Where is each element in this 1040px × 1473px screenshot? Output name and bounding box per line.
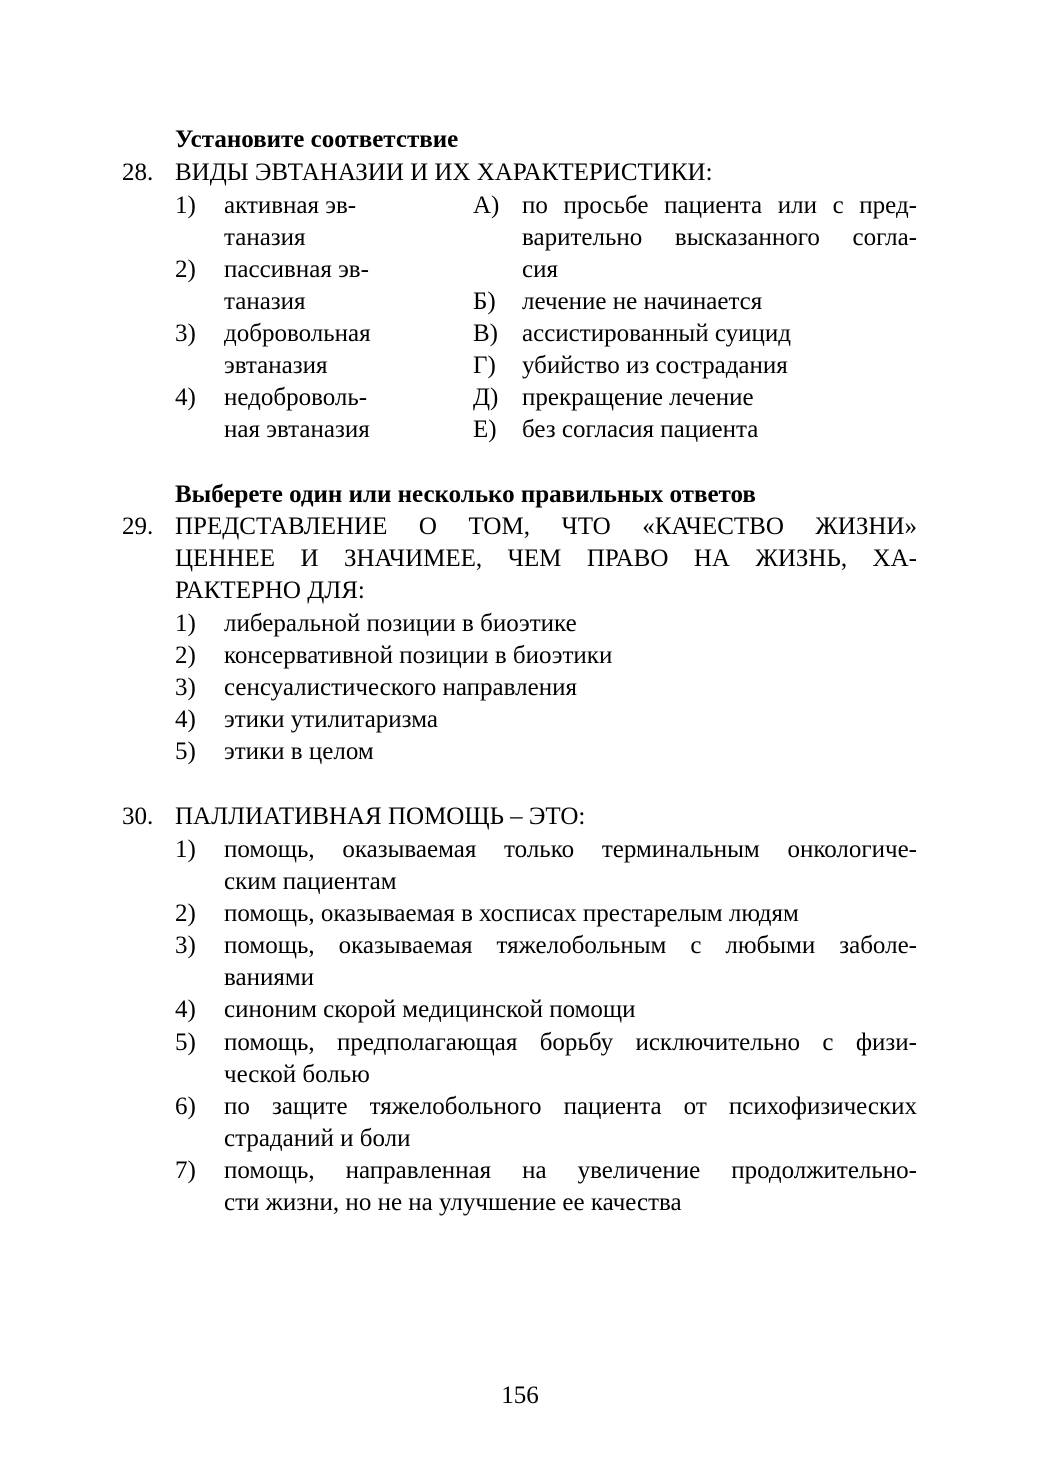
q28-instruction: Установите соответствие bbox=[175, 126, 459, 153]
q29-title-line3: РАКТЕРНО ДЛЯ: bbox=[175, 577, 365, 604]
q28-right-letter-a: А) bbox=[473, 192, 500, 219]
q28-right-letter-b: Б) bbox=[473, 288, 496, 315]
q28-number: 28. bbox=[122, 159, 154, 186]
q28-right-item-a-line2: варительно высказанного согла- bbox=[522, 224, 917, 251]
q30-option-1-line1: помощь, оказываемая только терминальным онкологиче- bbox=[224, 836, 917, 863]
q30-option-5-line1: помощь, предполагающая борьбу исключительно с физи- bbox=[224, 1029, 917, 1056]
q28-right-letter-d: Д) bbox=[473, 384, 499, 411]
q28-right-item-e: без согласия пациента bbox=[522, 416, 759, 443]
q28-left-num-2: 2) bbox=[175, 256, 196, 283]
q29-option-5: этики в целом bbox=[224, 738, 374, 765]
q30-option-num-3: 3) bbox=[175, 932, 196, 959]
q29-option-num-3: 3) bbox=[175, 674, 196, 701]
q30-number: 30. bbox=[122, 803, 154, 830]
q28-right-item-g: убийство из сострадания bbox=[522, 352, 788, 379]
q28-left-num-1: 1) bbox=[175, 192, 196, 219]
q28-left-item-4-line1: недоброволь- bbox=[224, 384, 368, 411]
q28-right-letter-v: В) bbox=[473, 320, 498, 347]
q28-left-item-2-line2: таназия bbox=[224, 288, 306, 315]
q29-option-1: либеральной позиции в биоэтике bbox=[224, 610, 577, 637]
q30-option-4: синоним скорой медицинской помощи bbox=[224, 996, 636, 1023]
q28-left-num-3: 3) bbox=[175, 320, 196, 347]
q30-title: ПАЛЛИАТИВНАЯ ПОМОЩЬ – ЭТО: bbox=[175, 803, 586, 830]
q30-option-7-line1: помощь, направленная на увеличение продолжительно- bbox=[224, 1157, 917, 1184]
q28-left-num-4: 4) bbox=[175, 384, 196, 411]
q29-option-num-5: 5) bbox=[175, 738, 196, 765]
q29-option-2: консервативной позиции в биоэтики bbox=[224, 642, 613, 669]
q29-title-line2: ЦЕННЕЕ И ЗНАЧИМЕЕ, ЧЕМ ПРАВО НА ЖИЗНЬ, ХА- bbox=[175, 545, 917, 572]
q29-option-num-4: 4) bbox=[175, 706, 196, 733]
q29-option-num-2: 2) bbox=[175, 642, 196, 669]
q29-title-line1: ПРЕДСТАВЛЕНИЕ О ТОМ, ЧТО «КАЧЕСТВО ЖИЗНИ» bbox=[175, 513, 917, 540]
q30-option-3-line1: помощь, оказываемая тяжелобольным с любыми заболе- bbox=[224, 932, 917, 959]
q30-option-5-line2: ческой болью bbox=[224, 1061, 370, 1088]
q28-right-letter-e: Е) bbox=[473, 416, 497, 443]
q30-option-num-4: 4) bbox=[175, 996, 196, 1023]
q29-option-4: этики утилитаризма bbox=[224, 706, 438, 733]
q28-right-item-d: прекращение лечение bbox=[522, 384, 754, 411]
q28-left-item-3-line2: эвтаназия bbox=[224, 352, 328, 379]
q29-number: 29. bbox=[122, 513, 154, 540]
q30-option-num-2: 2) bbox=[175, 900, 196, 927]
q30-option-2: помощь, оказываемая в хосписах престарелым людям bbox=[224, 900, 799, 927]
q29-option-num-1: 1) bbox=[175, 610, 196, 637]
q30-option-3-line2: ваниями bbox=[224, 964, 315, 991]
q28-left-item-2-line1: пассивная эв- bbox=[224, 256, 369, 283]
q30-option-num-6: 6) bbox=[175, 1093, 196, 1120]
q29-instruction: Выберете один или несколько правильных ответов bbox=[175, 481, 756, 508]
q28-left-item-1-line2: таназия bbox=[224, 224, 306, 251]
q28-left-item-3-line1: добровольная bbox=[224, 320, 371, 347]
q28-right-item-a-line3: сия bbox=[522, 256, 558, 283]
q28-right-item-b: лечение не начинается bbox=[522, 288, 763, 315]
q28-title: ВИДЫ ЭВТАНАЗИИ И ИХ ХАРАКТЕРИСТИКИ: bbox=[175, 159, 713, 186]
page-number: 156 bbox=[501, 1382, 539, 1409]
q28-right-letter-g: Г) bbox=[473, 352, 496, 379]
q28-left-item-1-line1: активная эв- bbox=[224, 192, 357, 219]
q28-right-item-v: ассистированный суицид bbox=[522, 320, 791, 347]
q30-option-num-7: 7) bbox=[175, 1157, 196, 1184]
q30-option-7-line2: сти жизни, но не на улучшение ее качества bbox=[224, 1189, 682, 1216]
q28-left-item-4-line2: ная эвтаназия bbox=[224, 416, 370, 443]
q29-option-3: сенсуалистического направления bbox=[224, 674, 577, 701]
q30-option-6-line2: страданий и боли bbox=[224, 1125, 411, 1152]
q30-option-6-line1: по защите тяжелобольного пациента от психофизических bbox=[224, 1093, 917, 1120]
q30-option-1-line2: ским пациентам bbox=[224, 868, 397, 895]
q28-right-item-a-line1: по просьбе пациента или с пред- bbox=[522, 192, 917, 219]
q30-option-num-5: 5) bbox=[175, 1029, 196, 1056]
q30-option-num-1: 1) bbox=[175, 836, 196, 863]
